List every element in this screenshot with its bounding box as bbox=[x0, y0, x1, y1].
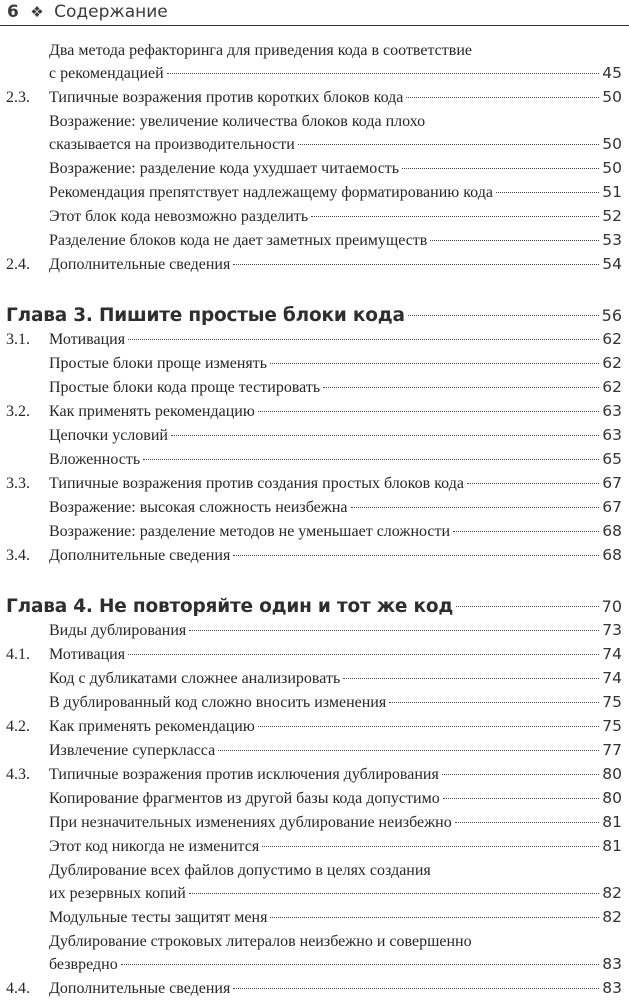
toc-entry-body bbox=[49, 544, 622, 567]
entry-last-line bbox=[49, 472, 622, 495]
toc-section[interactable] bbox=[0, 252, 629, 276]
running-title: Содержание bbox=[54, 2, 168, 22]
toc-entry-body bbox=[49, 110, 622, 156]
toc-entry-body bbox=[49, 835, 622, 858]
entry-last-line bbox=[49, 715, 622, 738]
entry-title: Копирование фрагментов из другой базы кода допустимо bbox=[49, 790, 440, 807]
entry-last-line bbox=[49, 882, 622, 905]
toc-entry-body bbox=[49, 691, 622, 714]
entry-title: Типичные возражения против исключения дублирования bbox=[49, 766, 439, 783]
entry-title: Вложенность bbox=[49, 451, 141, 468]
entry-last-line bbox=[49, 253, 622, 276]
entry-title: Мотивация bbox=[49, 646, 126, 663]
page-reference: 82 bbox=[602, 908, 622, 926]
table-of-contents bbox=[0, 38, 629, 1000]
page-reference: 70 bbox=[601, 597, 622, 616]
section-number: 3.2. bbox=[6, 403, 30, 420]
toc-subsection[interactable] bbox=[0, 156, 629, 180]
entry-title: Модульные тесты защитят меня bbox=[49, 909, 268, 926]
section-number: 3.4. bbox=[6, 547, 30, 564]
toc-entry-body bbox=[49, 977, 622, 1000]
page-reference: 50 bbox=[602, 159, 622, 177]
toc-entry-body bbox=[49, 472, 622, 495]
page-reference: 52 bbox=[602, 207, 622, 225]
entry-title: Глава 3. Пишите простые блоки кода bbox=[6, 305, 405, 326]
toc-subsection[interactable] bbox=[0, 351, 629, 375]
entry-title: Дополнительные сведения bbox=[49, 980, 231, 997]
dot-leader bbox=[121, 963, 600, 965]
entry-last-line bbox=[49, 448, 622, 471]
entry-title: Код с дубликатами сложнее анализировать bbox=[49, 670, 341, 687]
entry-last-line bbox=[49, 763, 622, 786]
dot-leader bbox=[128, 338, 599, 340]
section-number: 3.3. bbox=[6, 475, 30, 492]
entry-title: Дополнительные сведения bbox=[49, 547, 231, 564]
toc-subsection[interactable] bbox=[0, 929, 629, 976]
page-reference: 62 bbox=[602, 354, 622, 372]
toc-entry-body bbox=[49, 811, 622, 834]
page-reference: 54 bbox=[602, 255, 622, 273]
page-reference: 63 bbox=[602, 426, 622, 444]
toc-chapter[interactable] bbox=[0, 585, 629, 618]
toc-entry-body bbox=[49, 205, 622, 228]
toc-subsection[interactable] bbox=[0, 738, 629, 762]
entry-last-line bbox=[49, 977, 622, 1000]
page-reference: 62 bbox=[602, 330, 622, 348]
entry-last-line bbox=[49, 352, 622, 375]
toc-subsection[interactable] bbox=[0, 180, 629, 204]
entry-title: Дополнительные сведения bbox=[49, 256, 231, 273]
dot-leader bbox=[262, 845, 599, 847]
entry-title-line: Дублирование строковых литералов неизбежно и совершенно bbox=[49, 933, 472, 950]
entry-last-line bbox=[49, 181, 622, 204]
toc-entry-body bbox=[49, 906, 622, 929]
page-reference: 75 bbox=[602, 717, 622, 735]
page-reference: 73 bbox=[602, 621, 622, 639]
toc-subsection[interactable] bbox=[0, 38, 629, 85]
toc-entry-body bbox=[49, 253, 622, 276]
entry-last-line bbox=[49, 229, 622, 252]
toc-entry-body bbox=[49, 424, 622, 447]
page-reference: 68 bbox=[602, 546, 622, 564]
page-number: 6 bbox=[7, 2, 19, 22]
entry-title: Глава 4. Не повторяйте один и тот же код bbox=[6, 596, 454, 617]
dot-leader bbox=[258, 725, 600, 727]
dot-leader bbox=[443, 797, 600, 799]
toc-subsection[interactable] bbox=[0, 905, 629, 929]
entry-last-line bbox=[49, 787, 622, 810]
entry-title: их резервных копий bbox=[49, 885, 186, 902]
toc-entry-body bbox=[49, 448, 622, 471]
dot-leader bbox=[258, 410, 600, 412]
page-reference: 56 bbox=[601, 306, 622, 325]
toc-subsection[interactable] bbox=[0, 786, 629, 810]
toc-entry-body bbox=[49, 229, 622, 252]
page-reference: 83 bbox=[602, 979, 622, 997]
entry-title: Как применять рекомендацию bbox=[49, 403, 255, 420]
toc-section[interactable] bbox=[0, 762, 629, 786]
toc-entry-body bbox=[49, 787, 622, 810]
toc-entry-body bbox=[49, 520, 622, 543]
toc-chapter[interactable] bbox=[0, 294, 629, 327]
dot-leader bbox=[189, 892, 599, 894]
page-reference: 74 bbox=[602, 645, 622, 663]
page-reference: 51 bbox=[602, 183, 622, 201]
page-reference: 62 bbox=[602, 378, 622, 396]
entry-last-line bbox=[49, 424, 622, 447]
page-reference: 81 bbox=[602, 813, 622, 831]
dot-leader bbox=[389, 701, 599, 703]
entry-last-line bbox=[49, 205, 622, 228]
entry-title: Мотивация bbox=[49, 331, 126, 348]
entry-last-line bbox=[49, 643, 622, 666]
page-reference: 83 bbox=[602, 955, 622, 973]
page-reference: 77 bbox=[602, 741, 622, 759]
section-number: 4.1. bbox=[6, 646, 30, 663]
toc-subsection[interactable] bbox=[0, 375, 629, 399]
entry-title: Типичные возражения против создания простых блоков кода bbox=[49, 475, 464, 492]
toc-section[interactable] bbox=[0, 642, 629, 666]
dot-leader bbox=[270, 362, 599, 364]
entry-last-line bbox=[6, 595, 622, 618]
toc-entry-body bbox=[6, 595, 622, 618]
dot-leader bbox=[430, 239, 599, 241]
entry-last-line bbox=[49, 86, 622, 109]
dot-leader bbox=[496, 191, 599, 193]
entry-last-line bbox=[49, 62, 622, 85]
entry-last-line bbox=[49, 157, 622, 180]
toc-entry-body bbox=[49, 328, 622, 351]
entry-title: Возражение: высокая сложность неизбежна bbox=[49, 499, 348, 516]
entry-last-line bbox=[49, 906, 622, 929]
toc-entry-body bbox=[49, 643, 622, 666]
entry-title: Этот блок кода невозможно разделить bbox=[49, 208, 309, 225]
entry-title: В дублированный код сложно вносить изменения bbox=[49, 694, 387, 711]
toc-entry-body bbox=[49, 157, 622, 180]
entry-title: Цепочки условий bbox=[49, 427, 168, 444]
entry-title: Типичные возражения против коротких блоков кода bbox=[49, 89, 404, 106]
entry-title-line: Дублирование всех файлов допустимо в целях создания bbox=[49, 862, 431, 879]
dot-leader bbox=[323, 386, 599, 388]
entry-last-line bbox=[49, 667, 622, 690]
toc-subsection[interactable] bbox=[0, 519, 629, 543]
dot-leader bbox=[351, 506, 600, 508]
page-reference: 75 bbox=[602, 693, 622, 711]
dot-leader bbox=[402, 167, 599, 169]
dot-leader bbox=[218, 749, 599, 751]
entry-title: Этот код никогда не изменится bbox=[49, 838, 260, 855]
page-reference: 53 bbox=[602, 231, 622, 249]
toc-section[interactable] bbox=[0, 399, 629, 423]
entry-last-line bbox=[49, 739, 622, 762]
section-number: 2.4. bbox=[6, 256, 30, 273]
dot-leader bbox=[311, 215, 599, 217]
entry-title: Простые блоки проще изменять bbox=[49, 355, 268, 372]
toc-subsection[interactable] bbox=[0, 858, 629, 905]
toc-subsection[interactable] bbox=[0, 690, 629, 714]
page-reference: 67 bbox=[602, 474, 622, 492]
entry-title: Виды дублирования bbox=[49, 622, 187, 639]
page-reference: 50 bbox=[602, 88, 622, 106]
toc-subsection[interactable] bbox=[0, 447, 629, 471]
page-reference: 81 bbox=[602, 837, 622, 855]
entry-title: При незначительных изменениях дублирование неизбежно bbox=[49, 814, 452, 831]
dot-leader bbox=[143, 458, 599, 460]
dot-leader bbox=[189, 629, 599, 631]
dot-leader bbox=[467, 482, 599, 484]
toc-entry-body bbox=[49, 859, 622, 905]
toc-subsection[interactable] bbox=[0, 228, 629, 252]
toc-entry-body bbox=[6, 304, 622, 327]
entry-title: Извлечение суперкласса bbox=[49, 742, 216, 759]
page-reference: 80 bbox=[602, 765, 622, 783]
toc-subsection[interactable] bbox=[0, 204, 629, 228]
toc-subsection[interactable] bbox=[0, 423, 629, 447]
page-reference: 50 bbox=[602, 135, 622, 153]
entry-last-line bbox=[49, 953, 622, 976]
entry-last-line bbox=[49, 133, 622, 156]
toc-section[interactable] bbox=[0, 85, 629, 109]
section-number: 3.1. bbox=[6, 331, 30, 348]
page-reference: 68 bbox=[602, 522, 622, 540]
dot-leader bbox=[128, 653, 599, 655]
toc-subsection[interactable] bbox=[0, 834, 629, 858]
entry-title: безвредно bbox=[49, 956, 118, 973]
entry-last-line bbox=[49, 376, 622, 399]
chapter-gap bbox=[0, 567, 629, 585]
toc-entry-body bbox=[49, 667, 622, 690]
dot-leader bbox=[171, 434, 599, 436]
chapter-gap bbox=[0, 276, 629, 294]
section-number: 2.3. bbox=[6, 89, 30, 106]
ornament-icon: ❖ bbox=[30, 3, 44, 21]
dot-leader bbox=[233, 554, 599, 556]
dot-leader bbox=[167, 72, 600, 74]
page-reference: 65 bbox=[602, 450, 622, 468]
section-number: 4.2. bbox=[6, 718, 30, 735]
dot-leader bbox=[408, 314, 599, 316]
entry-last-line bbox=[6, 304, 622, 327]
toc-section[interactable] bbox=[0, 327, 629, 351]
dot-leader bbox=[233, 263, 599, 265]
dot-leader bbox=[233, 987, 599, 989]
dot-leader bbox=[453, 530, 599, 532]
toc-section[interactable] bbox=[0, 976, 629, 1000]
page-reference: 67 bbox=[602, 498, 622, 516]
entry-title: Рекомендация препятствует надлежащему форматированию кода bbox=[49, 184, 493, 201]
entry-last-line bbox=[49, 691, 622, 714]
dot-leader bbox=[455, 821, 600, 823]
entry-title: с рекомендацией bbox=[49, 65, 164, 82]
entry-last-line bbox=[49, 835, 622, 858]
toc-section[interactable] bbox=[0, 714, 629, 738]
toc-entry-body bbox=[49, 352, 622, 375]
toc-section[interactable] bbox=[0, 543, 629, 567]
page-reference: 80 bbox=[602, 789, 622, 807]
toc-subsection[interactable] bbox=[0, 810, 629, 834]
toc-subsection[interactable] bbox=[0, 495, 629, 519]
entry-last-line bbox=[49, 496, 622, 519]
dot-leader bbox=[298, 143, 599, 145]
page-reference: 82 bbox=[602, 884, 622, 902]
toc-subsection[interactable] bbox=[0, 666, 629, 690]
entry-last-line bbox=[49, 544, 622, 567]
toc-entry-body bbox=[49, 39, 622, 85]
toc-section[interactable] bbox=[0, 471, 629, 495]
toc-entry-body bbox=[49, 181, 622, 204]
toc-entry-body bbox=[49, 496, 622, 519]
toc-subsection[interactable] bbox=[0, 618, 629, 642]
toc-entry-body bbox=[49, 376, 622, 399]
entry-title: сказывается на производительности bbox=[49, 136, 295, 153]
page-reference: 74 bbox=[602, 669, 622, 687]
entry-title: Как применять рекомендацию bbox=[49, 718, 255, 735]
entry-last-line bbox=[49, 619, 622, 642]
dot-leader bbox=[343, 677, 599, 679]
entry-last-line bbox=[49, 328, 622, 351]
toc-entry-body bbox=[49, 715, 622, 738]
section-number: 4.4. bbox=[6, 980, 30, 997]
toc-subsection[interactable] bbox=[0, 109, 629, 156]
header-rule bbox=[0, 25, 629, 26]
section-number: 4.3. bbox=[6, 766, 30, 783]
dot-leader bbox=[406, 96, 599, 98]
entry-last-line bbox=[49, 520, 622, 543]
toc-entry-body bbox=[49, 763, 622, 786]
entry-last-line bbox=[49, 811, 622, 834]
entry-title-line: Возражение: увеличение количества блоков кода плохо bbox=[49, 113, 426, 130]
toc-entry-body bbox=[49, 739, 622, 762]
entry-title: Разделение блоков кода не дает заметных преимуществ bbox=[49, 232, 428, 249]
toc-entry-body bbox=[49, 86, 622, 109]
page-header bbox=[7, 1, 629, 23]
dot-leader bbox=[456, 605, 599, 607]
entry-title: Возражение: разделение кода ухудшает читаемость bbox=[49, 160, 400, 177]
page-reference: 45 bbox=[602, 64, 622, 82]
toc-entry-body bbox=[49, 619, 622, 642]
page-reference: 63 bbox=[602, 402, 622, 420]
entry-title-line: Два метода рефакторинга для приведения кода в соответствие bbox=[49, 42, 472, 59]
dot-leader bbox=[270, 916, 599, 918]
entry-title: Возражение: разделение методов не уменьшает сложности bbox=[49, 523, 451, 540]
toc-entry-body bbox=[49, 930, 622, 976]
toc-entry-body bbox=[49, 400, 622, 423]
dot-leader bbox=[442, 773, 599, 775]
entry-title: Простые блоки кода проще тестировать bbox=[49, 379, 321, 396]
entry-last-line bbox=[49, 400, 622, 423]
